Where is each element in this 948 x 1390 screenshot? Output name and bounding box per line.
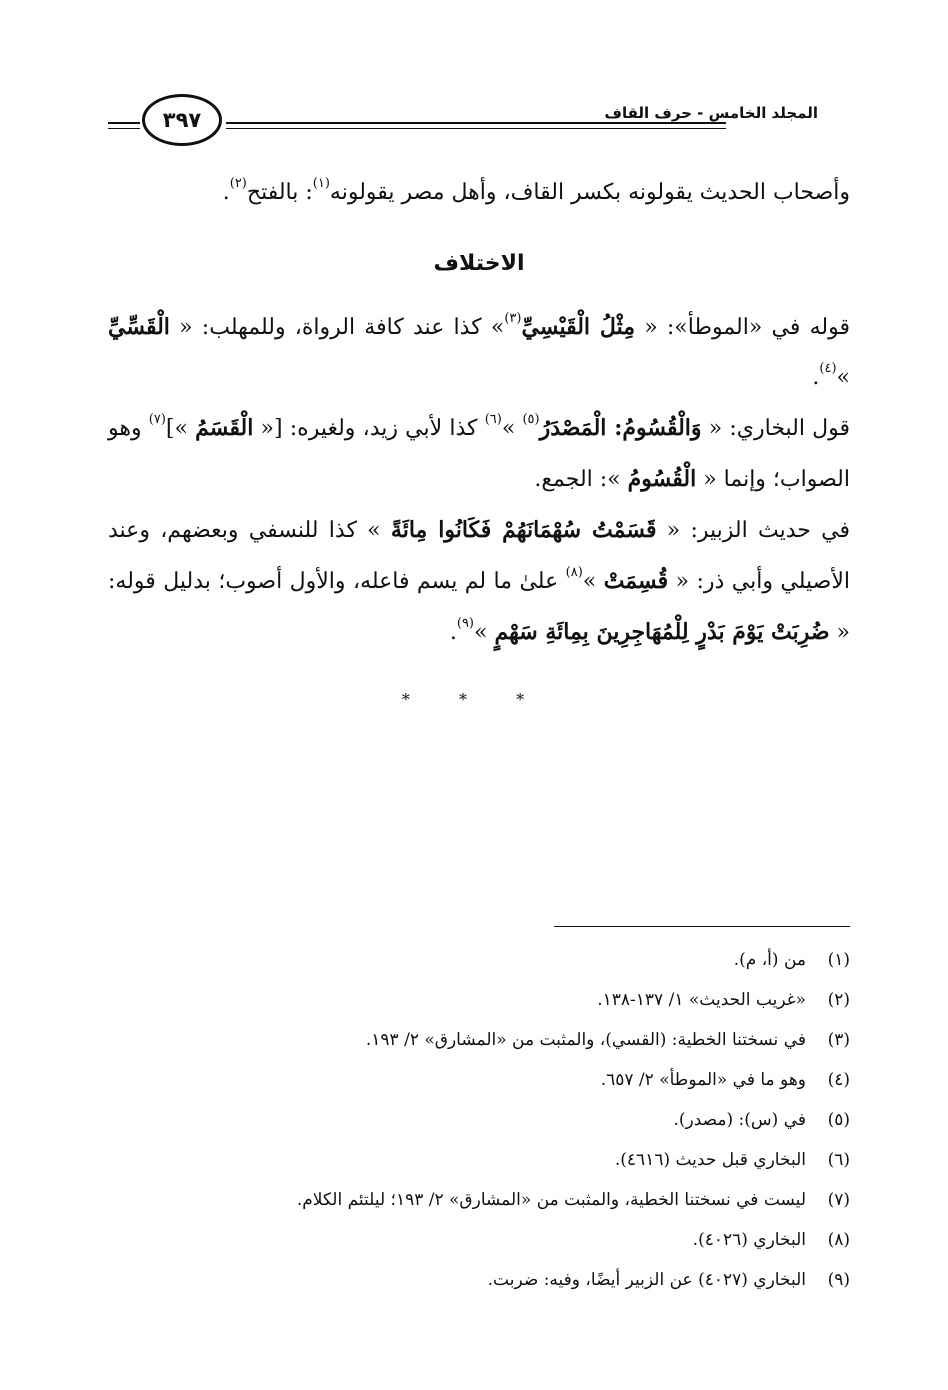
quoted-term: قُسِمَتْ — [603, 568, 669, 594]
text-run: . — [222, 180, 230, 205]
page-number: ٣٩٧ — [162, 108, 202, 132]
footnote-item — [108, 1140, 850, 1180]
footnote-text: في نسختنا الخطية: (القسي)، والمثبت من «المشارق» ٢/ ١٩٣. — [365, 1030, 806, 1050]
footnote-text: وهو ما في «الموطأ» ٢/ ٦٥٧. — [600, 1070, 806, 1090]
footnote-ref: (٧) — [148, 412, 166, 427]
footnote-item — [108, 1260, 850, 1300]
footnote-number: (٢) — [827, 990, 850, 1010]
text-run: قوله في «الموطأ»: « — [635, 315, 850, 340]
header-rule-middle — [226, 122, 486, 124]
text-run: علىٰ ما لم يسم فاعله، والأول أصوب؛ بدليل قوله: « — [108, 569, 850, 645]
footnote-ref: (٨) — [565, 565, 583, 580]
footnote-item — [108, 1100, 850, 1140]
quoted-term: الْقُسُومُ — [627, 466, 697, 492]
quoted-term: الْقَسَمُ — [195, 415, 254, 441]
running-title: المجلد الخامس - حرف القاف — [604, 104, 818, 122]
main-text — [108, 168, 850, 658]
footnote-text: ليست في نسختنا الخطية، والمثبت من «المشارق» ٢/ ١٩٣؛ ليلتئم الكلام. — [296, 1190, 806, 1210]
footnote-item — [108, 980, 850, 1020]
quoted-term: مِثْلُ الْقَيْسِيِّ — [521, 314, 635, 340]
footnote-ref: (٢) — [229, 176, 247, 191]
page-number-oval — [142, 94, 222, 146]
footnote-item — [108, 1220, 850, 1260]
footnote-text: من (أ، م). — [733, 950, 806, 970]
footnote-number: (٥) — [827, 1110, 850, 1130]
text-run: »] — [165, 416, 196, 441]
footnote-rule — [554, 926, 850, 927]
footnote-ref: (٥) — [522, 412, 540, 427]
text-run: » — [582, 569, 604, 594]
footnote-text: البخاري (٤٠٢٧) عن الزبير أيضًا، وفيه: ضربت. — [487, 1270, 806, 1290]
footnote-text: في (س): (مصدر). — [673, 1110, 806, 1130]
text-run: وأصحاب الحديث يقولونه بكسر القاف، وأهل مصر يقولونه — [329, 180, 850, 205]
text-run: وهو الصواب؛ وإنما « — [108, 416, 850, 492]
text-run: » — [474, 620, 495, 645]
paragraph-3 — [108, 403, 850, 505]
text-run: قول البخاري: « — [701, 416, 851, 441]
section-separator-stars: * * * — [401, 690, 547, 709]
paragraph-4 — [108, 505, 850, 658]
footnote-number: (٤) — [827, 1070, 850, 1090]
footnotes-list — [108, 940, 850, 1300]
text-run: » كذا عند كافة الرواة، وللمهلب: « — [169, 315, 505, 340]
footnote-text: «غريب الحديث» ١/ ١٣٧-١٣٨. — [597, 990, 806, 1010]
page-header — [108, 92, 850, 162]
footnote-number: (٧) — [827, 1190, 850, 1210]
text-run: » كذا للنسفي وبعضهم، وعند الأصيلي وأبي ذر: « — [108, 518, 851, 594]
footnote-number: (٣) — [827, 1030, 850, 1050]
text-run: . — [449, 620, 457, 645]
footnote-item — [108, 1180, 850, 1220]
footnote-number: (٦) — [827, 1150, 850, 1170]
quoted-term: الْقَسِّيِّ — [108, 314, 170, 340]
header-rule-right — [481, 122, 726, 124]
quoted-term: وَالْقُسُومُ: الْمَصْدَرُ — [539, 415, 702, 441]
footnote-number: (٩) — [827, 1270, 850, 1290]
footnote-text: البخاري قبل حديث (٤٦١٦). — [614, 1150, 806, 1170]
text-run: » — [836, 365, 850, 390]
text-run: كذا لأبي زيد، ولغيره: [« — [253, 416, 485, 441]
footnote-ref: (١) — [312, 176, 330, 191]
footnote-ref: (٤) — [819, 361, 837, 376]
footnote-ref: (٩) — [456, 616, 474, 631]
footnote-ref: (٣) — [504, 311, 522, 326]
footnote-item — [108, 1020, 850, 1060]
header-rule-left — [108, 122, 140, 124]
footnote-text: البخاري (٤٠٢٦). — [692, 1230, 806, 1250]
text-run: : بالفتح — [246, 180, 313, 205]
text-run: » — [501, 416, 523, 441]
footnote-ref: (٦) — [484, 412, 502, 427]
text-run: »: الجمع. — [534, 467, 628, 492]
footnote-number: (١) — [827, 950, 850, 970]
footnote-item — [108, 1060, 850, 1100]
quoted-term: قَسَمْتُ سُهْمَانَهُمْ فَكَانُوا مِائَةً — [390, 517, 657, 543]
quoted-term: ضُرِبَتْ يَوْمَ بَدْرٍ لِلْمُهَاجِرِينَ بِمِائَةِ سَهْمٍ — [494, 619, 830, 645]
text-run: . — [812, 365, 820, 390]
text-run: في حديث الزبير: « — [656, 518, 850, 543]
paragraph-1 — [108, 168, 850, 218]
footnote-number: (٨) — [827, 1230, 850, 1250]
paragraph-2 — [108, 302, 850, 403]
section-heading: الاختلاف — [433, 251, 525, 276]
footnote-item — [108, 940, 850, 980]
